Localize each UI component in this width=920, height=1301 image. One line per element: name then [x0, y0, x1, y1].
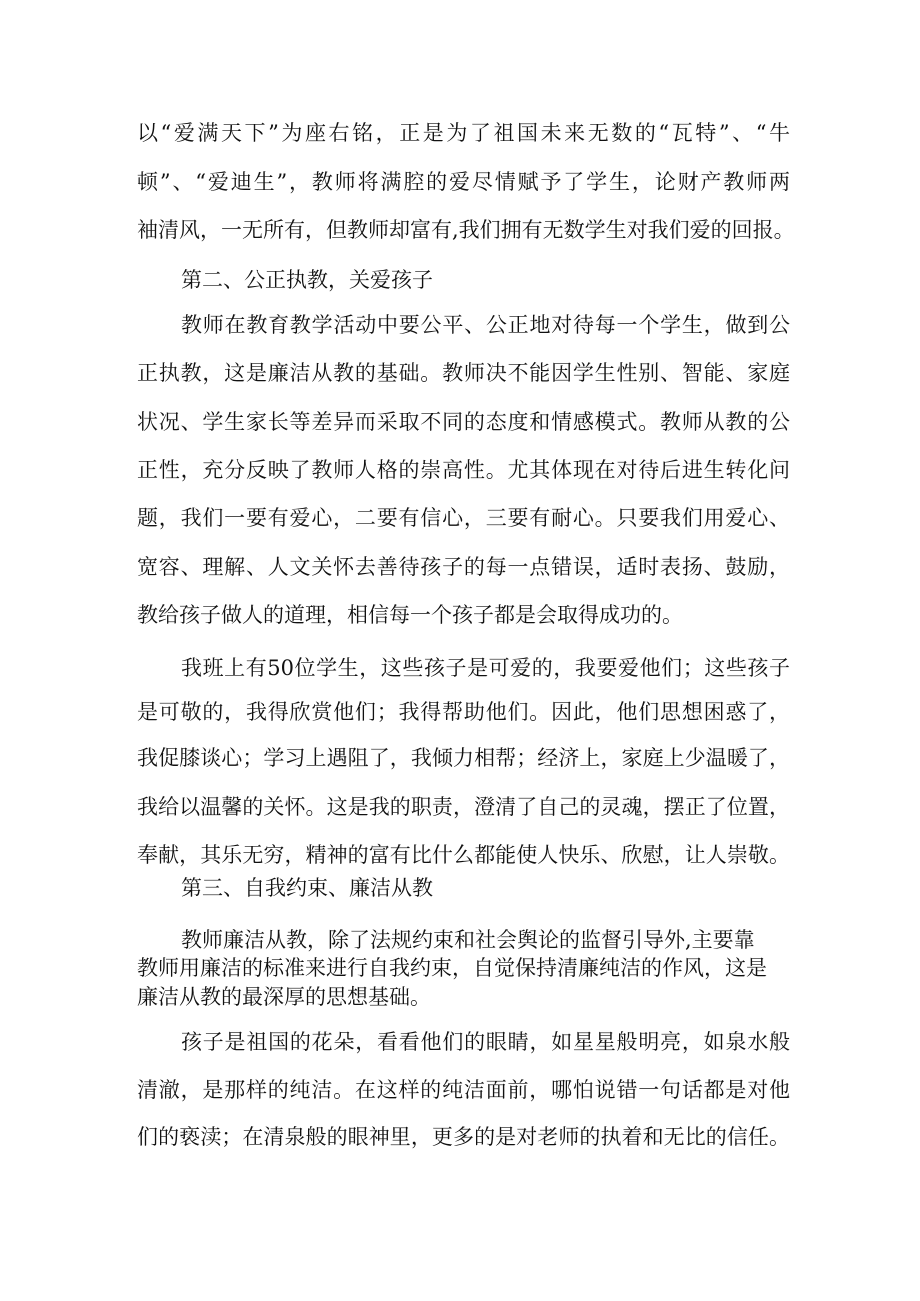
- text-line: 我班上有50位学生，这些孩子是可爱的，我要爱他们；这些孩子: [181, 656, 790, 680]
- text-line: 正执教，这是廉洁从教的基础。教师决不能因学生性别、智能、家庭: [137, 361, 790, 385]
- text-line: 状况、学生家长等差异而采取不同的态度和情感模式。教师从教的公: [137, 410, 790, 434]
- section-heading-2: 第二、公正执教，关爱孩子: [181, 268, 433, 292]
- text-line: 正性，充分反映了教师人格的崇高性。尤其体现在对待后进生转化问: [137, 458, 790, 482]
- text-line: 孩子是祖国的花朵，看看他们的眼睛，如星星般明亮，如泉水般: [181, 1030, 790, 1054]
- text-line: 袖清风，一无所有，但教师却富有,我们拥有无数学生对我们爱的回报。: [137, 218, 795, 242]
- text-line: 宽容、理解、人文关怀去善待孩子的每一点错误，适时表扬、鼓励，: [137, 555, 790, 579]
- text-line: 奉献，其乐无穷，精神的富有比什么都能使人快乐、欣慰，让人崇敬。: [137, 843, 790, 867]
- text-line: 以“爱满天下”为座右铭，正是为了祖国未来无数的“瓦特”、“牛: [137, 121, 790, 145]
- text-line: 们的亵渎；在清泉般的眼神里，更多的是对老师的执着和无比的信任。: [137, 1125, 790, 1149]
- text-line: 我给以温馨的关怀。这是我的职责，澄清了自己的灵魂，摆正了位置，: [137, 795, 790, 819]
- text-line: 是可敬的，我得欣赏他们；我得帮助他们。因此，他们思想困惑了，: [137, 700, 790, 724]
- text-line: 清澈，是那样的纯洁。在这样的纯洁面前，哪怕说错一句话都是对他: [137, 1078, 790, 1102]
- text-line: 顿”、“爱迪生”，教师将满腔的爱尽情赋予了学生，论财产教师两: [137, 170, 790, 194]
- text-line: 教给孩子做人的道理，相信每一个孩子都是会取得成功的。: [137, 603, 683, 627]
- text-line: 廉洁从教的最深厚的思想基础。: [137, 985, 431, 1009]
- text-line: 教师在教育教学活动中要公平、公正地对待每一个学生，做到公: [181, 313, 790, 337]
- text-line: 我促膝谈心；学习上遇阻了，我倾力相帮；经济上，家庭上少温暖了，: [137, 746, 790, 770]
- text-line: 教师用廉洁的标准来进行自我约束，自觉保持清廉纯洁的作风，这是: [137, 956, 767, 980]
- text-line: 题，我们一要有爱心，二要有信心，三要有耐心。只要我们用爱心、: [137, 506, 790, 530]
- section-heading-3: 第三、自我约束、廉洁从教: [181, 876, 433, 900]
- text-line: 教师廉洁从教，除了法规约束和社会舆论的监督引导外,主要靠: [181, 928, 755, 952]
